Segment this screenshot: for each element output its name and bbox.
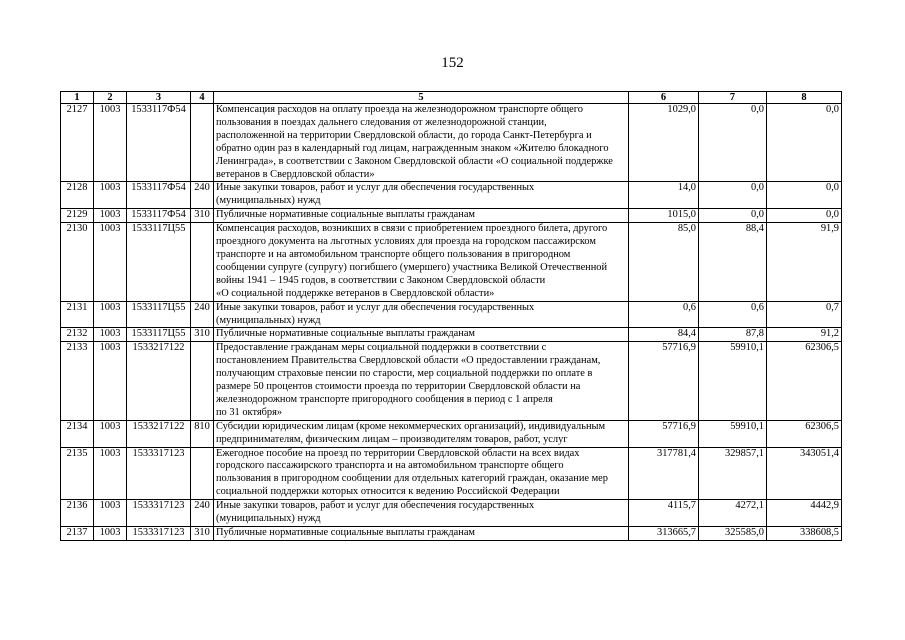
amount-year2-cell: 0,0 <box>699 209 767 223</box>
row-number-cell: 2134 <box>61 420 94 447</box>
amount-year2-cell: 0,0 <box>699 182 767 209</box>
amount-year1-cell: 1015,0 <box>629 209 699 223</box>
row-number-cell: 2133 <box>61 342 94 420</box>
column-header: 8 <box>767 92 842 104</box>
table-row <box>61 182 842 209</box>
column-header: 1 <box>61 92 94 104</box>
amount-year2-cell: 59910,1 <box>699 420 767 447</box>
expense-type-cell: 240 <box>191 182 214 209</box>
amount-year2-cell: 0,0 <box>699 104 767 182</box>
target-article-cell: 1533117Ф54 <box>127 104 191 182</box>
description-cell: Ежегодное пособие на проезд по территории Свердловской области на всех видах городского пассажирского транспорта и на автомобильном транспорте общего пользования в пригородном сообщении для отдельных категорий граждан, оказание мер социальной поддержки которых относится к ведению Российской Федерации <box>214 447 629 500</box>
expense-type-cell: 310 <box>191 527 214 541</box>
target-article-cell: 1533317123 <box>127 447 191 500</box>
description-cell: Компенсация расходов, возникших в связи с приобретением проездного билета, другого проездного документа на льготных условиях для проезда на городском пассажирском транспорте и на автомобильном транспорте общего пользования в пригородном сообщении супруге (супругу) погибшего (умершего) участника Великой Отечественной войны 1941 – 1945 годов, в соответствии с Законом Свердловской области «О социальной поддержке ветеранов в Свердловской области» <box>214 223 629 301</box>
expense-type-cell: 240 <box>191 500 214 527</box>
target-article-cell: 1533117Ц55 <box>127 223 191 301</box>
description-cell: Предоставление гражданам меры социальной поддержки в соответствии с постановлением Правительства Свердловской области «О предоставлении гражданам, получающим страховые пенсии по старости, мер социальной поддержки по оплате в размере 50 процентов стоимости проезда по территории Свердловской области на железнодорожном транспорте пригородного сообщения в период с 1 апреля по 31 октября» <box>214 342 629 420</box>
table-row <box>61 420 842 447</box>
amount-year2-cell: 88,4 <box>699 223 767 301</box>
description-cell: Публичные нормативные социальные выплаты гражданам <box>214 209 629 223</box>
row-number-cell: 2130 <box>61 223 94 301</box>
section-code-cell: 1003 <box>94 104 127 182</box>
amount-year2-cell: 325585,0 <box>699 527 767 541</box>
amount-year3-cell: 343051,4 <box>767 447 842 500</box>
amount-year1-cell: 57716,9 <box>629 420 699 447</box>
amount-year3-cell: 0,0 <box>767 209 842 223</box>
header-row <box>61 92 842 104</box>
description-cell: Иные закупки товаров, работ и услуг для обеспечения государственных (муниципальных) нужд <box>214 301 629 328</box>
amount-year2-cell: 59910,1 <box>699 342 767 420</box>
table-row <box>61 223 842 301</box>
table-header <box>61 92 842 104</box>
table-row <box>61 328 842 342</box>
amount-year3-cell: 338608,5 <box>767 527 842 541</box>
table-row <box>61 301 842 328</box>
target-article-cell: 1533217122 <box>127 342 191 420</box>
section-code-cell: 1003 <box>94 182 127 209</box>
section-code-cell: 1003 <box>94 328 127 342</box>
amount-year3-cell: 91,9 <box>767 223 842 301</box>
expense-type-cell: 240 <box>191 301 214 328</box>
row-number-cell: 2127 <box>61 104 94 182</box>
description-cell: Иные закупки товаров, работ и услуг для обеспечения государственных (муниципальных) нужд <box>214 500 629 527</box>
target-article-cell: 1533117Ф54 <box>127 182 191 209</box>
description-cell: Субсидии юридическим лицам (кроме некоммерческих организаций), индивидуальным предпринимателям, физическим лицам – производителям товаров, работ, услуг <box>214 420 629 447</box>
amount-year3-cell: 4442,9 <box>767 500 842 527</box>
section-code-cell: 1003 <box>94 527 127 541</box>
row-number-cell: 2132 <box>61 328 94 342</box>
row-number-cell: 2128 <box>61 182 94 209</box>
table-row <box>61 500 842 527</box>
amount-year1-cell: 57716,9 <box>629 342 699 420</box>
section-code-cell: 1003 <box>94 209 127 223</box>
amount-year1-cell: 313665,7 <box>629 527 699 541</box>
description-cell: Компенсация расходов на оплату проезда на железнодорожном транспорте общего пользования в поездах дальнего следования от железнодорожной станции, расположенной на территории Свердловской области, до города Санкт-Петербурга и обратно один раз в календарный год лицам, награжденным знаком «Жителю блокадного Ленинграда», в соответствии с Законом Свердловской области «О социальной поддержке ветеранов в Свердловской области» <box>214 104 629 182</box>
row-number-cell: 2129 <box>61 209 94 223</box>
column-header: 4 <box>191 92 214 104</box>
expense-type-cell <box>191 447 214 500</box>
row-number-cell: 2135 <box>61 447 94 500</box>
page-number: 152 <box>441 55 464 71</box>
column-header: 2 <box>94 92 127 104</box>
amount-year1-cell: 85,0 <box>629 223 699 301</box>
table-row <box>61 209 842 223</box>
amount-year3-cell: 0,0 <box>767 182 842 209</box>
amount-year2-cell: 329857,1 <box>699 447 767 500</box>
target-article-cell: 1533317123 <box>127 500 191 527</box>
section-code-cell: 1003 <box>94 420 127 447</box>
row-number-cell: 2136 <box>61 500 94 527</box>
expense-type-cell <box>191 104 214 182</box>
description-cell: Публичные нормативные социальные выплаты гражданам <box>214 328 629 342</box>
amount-year3-cell: 62306,5 <box>767 342 842 420</box>
row-number-cell: 2137 <box>61 527 94 541</box>
description-cell: Иные закупки товаров, работ и услуг для обеспечения государственных (муниципальных) нужд <box>214 182 629 209</box>
budget-table <box>60 91 842 541</box>
amount-year3-cell: 62306,5 <box>767 420 842 447</box>
column-header: 5 <box>214 92 629 104</box>
target-article-cell: 1533117Ф54 <box>127 209 191 223</box>
amount-year2-cell: 4272,1 <box>699 500 767 527</box>
target-article-cell: 1533117Ц55 <box>127 328 191 342</box>
amount-year3-cell: 91,2 <box>767 328 842 342</box>
target-article-cell: 1533217122 <box>127 420 191 447</box>
amount-year1-cell: 4115,7 <box>629 500 699 527</box>
amount-year3-cell: 0,0 <box>767 104 842 182</box>
section-code-cell: 1003 <box>94 342 127 420</box>
section-code-cell: 1003 <box>94 301 127 328</box>
description-cell: Публичные нормативные социальные выплаты гражданам <box>214 527 629 541</box>
amount-year3-cell: 0,7 <box>767 301 842 328</box>
table-row <box>61 342 842 420</box>
table-row <box>61 104 842 182</box>
column-header: 7 <box>699 92 767 104</box>
table-row <box>61 527 842 541</box>
target-article-cell: 1533117Ц55 <box>127 301 191 328</box>
expense-type-cell: 810 <box>191 420 214 447</box>
expense-type-cell: 310 <box>191 209 214 223</box>
amount-year1-cell: 1029,0 <box>629 104 699 182</box>
expense-type-cell: 310 <box>191 328 214 342</box>
section-code-cell: 1003 <box>94 447 127 500</box>
section-code-cell: 1003 <box>94 500 127 527</box>
table-body <box>61 104 842 541</box>
amount-year2-cell: 87,8 <box>699 328 767 342</box>
amount-year1-cell: 14,0 <box>629 182 699 209</box>
amount-year1-cell: 84,4 <box>629 328 699 342</box>
column-header: 6 <box>629 92 699 104</box>
row-number-cell: 2131 <box>61 301 94 328</box>
target-article-cell: 1533317123 <box>127 527 191 541</box>
column-header: 3 <box>127 92 191 104</box>
amount-year1-cell: 317781,4 <box>629 447 699 500</box>
expense-type-cell <box>191 342 214 420</box>
expense-type-cell <box>191 223 214 301</box>
section-code-cell: 1003 <box>94 223 127 301</box>
amount-year2-cell: 0,6 <box>699 301 767 328</box>
table-row <box>61 447 842 500</box>
amount-year1-cell: 0,6 <box>629 301 699 328</box>
